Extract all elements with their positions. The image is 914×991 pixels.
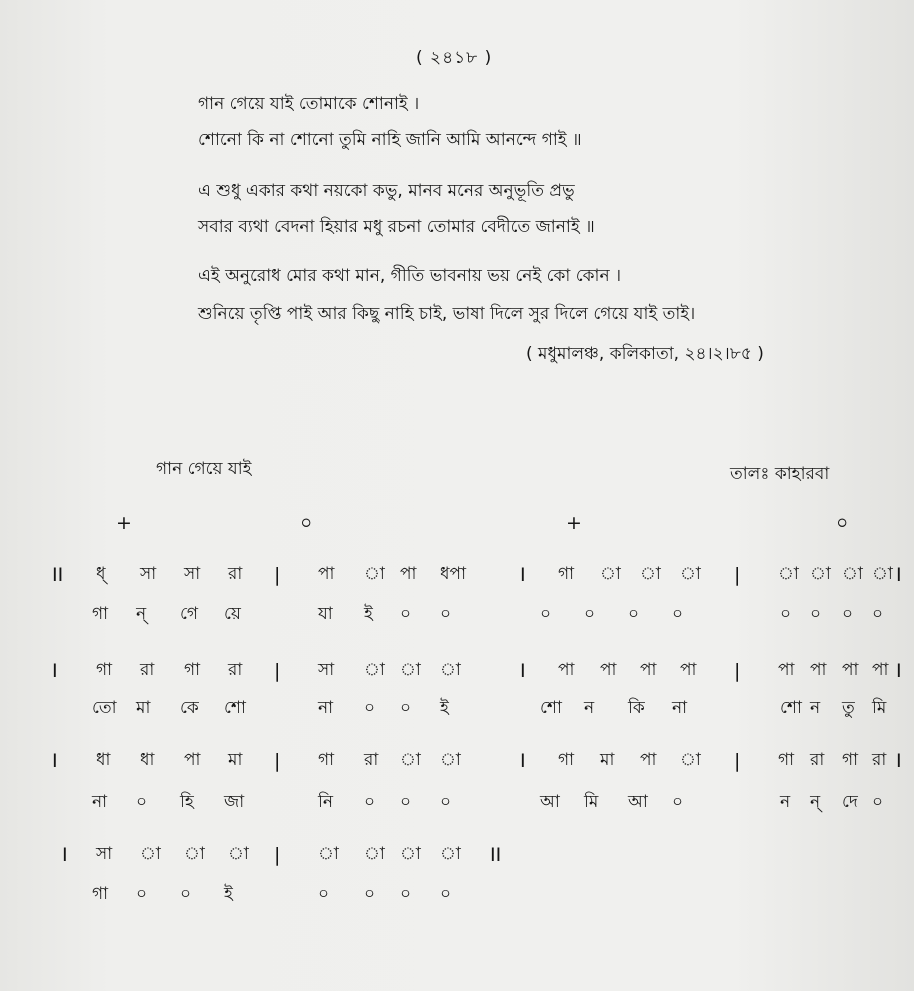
swar-note: া: [778, 564, 799, 584]
bol-syllable: মি: [872, 698, 887, 718]
bol-syllable: ০: [440, 604, 452, 624]
bol-syllable: আ: [628, 792, 648, 812]
bar-line: II: [490, 844, 502, 866]
bol-syllable: ০: [842, 604, 854, 624]
swar-note: গা: [318, 750, 335, 770]
swar-note: া: [400, 750, 421, 770]
swar-note: রা: [228, 660, 243, 680]
swar-note: া: [184, 844, 205, 864]
notation-title: গান গেয়ে যাই: [156, 459, 252, 479]
bol-syllable: গে: [180, 604, 199, 624]
bol-syllable: নি: [318, 792, 334, 812]
swar-note: পা: [640, 750, 657, 770]
bol-syllable: না: [318, 698, 334, 718]
swar-note: ধপা: [440, 564, 466, 584]
bol-syllable: কি: [628, 698, 645, 718]
swar-note: ধা: [96, 750, 111, 770]
beat-marker: +: [566, 512, 582, 534]
bol-syllable: ন: [584, 698, 595, 718]
bol-syllable: ০: [780, 604, 792, 624]
swar-note: পা: [558, 660, 575, 680]
swar-note: গা: [842, 750, 859, 770]
bar-line: I: [896, 564, 902, 586]
bol-syllable: মি: [584, 792, 599, 812]
bar-line: I: [520, 564, 526, 586]
song-number: ( ২৪১৮ ): [416, 48, 493, 68]
swar-note: পা: [810, 660, 827, 680]
bol-syllable: ০: [400, 884, 412, 904]
bol-syllable: য়ে: [224, 604, 241, 624]
bol-syllable: ০: [810, 604, 822, 624]
bar-line: I: [52, 750, 58, 772]
swar-note: া: [140, 844, 161, 864]
swar-note: সা: [140, 564, 157, 584]
swar-note: সা: [96, 844, 113, 864]
bol-syllable: ০: [872, 792, 884, 812]
swar-note: া: [440, 660, 461, 680]
bar-line: I: [52, 660, 58, 682]
swar-note: মা: [228, 750, 243, 770]
bol-syllable: ০: [180, 884, 192, 904]
bol-syllable: ০: [440, 884, 452, 904]
swar-note: সা: [318, 660, 335, 680]
bol-syllable: ০: [364, 792, 376, 812]
bol-syllable: দে: [842, 792, 858, 812]
bol-syllable: হি: [180, 792, 194, 812]
swar-note: া: [640, 564, 661, 584]
swar-note: া: [364, 660, 385, 680]
bar-line: I: [520, 660, 526, 682]
bol-syllable: ই: [440, 698, 449, 718]
bol-syllable: ০: [440, 792, 452, 812]
swar-note: া: [318, 844, 339, 864]
bol-syllable: মা: [136, 698, 151, 718]
swar-note: গা: [558, 750, 575, 770]
beat-marker: +: [116, 512, 132, 534]
bar-line: |: [274, 844, 281, 866]
swar-note: গা: [96, 660, 113, 680]
bar-line: |: [274, 564, 281, 586]
bol-syllable: ন্: [136, 604, 147, 624]
lyric-line-5: এই অনুরোধ মোর কথা মান, গীতি ভাবনায় ভয় নেই কো কোন ।: [198, 266, 622, 286]
swar-note: ধ্: [96, 564, 106, 584]
bol-syllable: ০: [400, 604, 412, 624]
swar-note: া: [680, 750, 701, 770]
swar-note: গা: [778, 750, 795, 770]
bar-line: |: [734, 750, 741, 772]
bol-syllable: ০: [628, 604, 640, 624]
bol-syllable: ০: [400, 698, 412, 718]
bol-syllable: শো: [780, 698, 802, 718]
bol-syllable: ০: [584, 604, 596, 624]
bar-line: I: [896, 660, 902, 682]
swar-note: া: [440, 844, 461, 864]
swar-note: া: [400, 844, 421, 864]
bol-syllable: ০: [540, 604, 552, 624]
bol-syllable: ০: [364, 698, 376, 718]
bar-line: I: [62, 844, 68, 866]
bol-syllable: ন: [780, 792, 791, 812]
bol-syllable: ই: [224, 884, 233, 904]
bol-syllable: কে: [180, 698, 199, 718]
swar-note: রা: [364, 750, 379, 770]
bol-syllable: তু: [842, 698, 855, 718]
swar-note: া: [440, 750, 461, 770]
lyric-line-2: শোনো কি না শোনো তুমি নাহি জানি আমি আনন্দে গাই ॥: [198, 130, 582, 150]
swar-note: গা: [184, 660, 201, 680]
swar-note: া: [872, 564, 893, 584]
bar-line: II: [52, 564, 64, 586]
bol-syllable: শো: [540, 698, 562, 718]
bol-syllable: ন্: [810, 792, 821, 812]
bol-syllable: শো: [224, 698, 246, 718]
bar-line: I: [896, 750, 902, 772]
taal-label: তালঃ কাহারবা: [730, 464, 830, 484]
lyric-line-3: এ শুধু একার কথা নয়কো কভু, মানব মনের অনুভূতি প্রভু: [198, 181, 575, 201]
bol-syllable: গা: [92, 884, 109, 904]
swar-note: া: [228, 844, 249, 864]
bol-syllable: যা: [318, 604, 333, 624]
bol-syllable: ০: [872, 604, 884, 624]
bol-syllable: ০: [318, 884, 330, 904]
bol-syllable: না: [92, 792, 108, 812]
bol-syllable: আ: [540, 792, 560, 812]
swar-note: া: [364, 564, 385, 584]
swar-note: রা: [872, 750, 887, 770]
bar-line: |: [734, 660, 741, 682]
swar-note: া: [364, 844, 385, 864]
bar-line: |: [274, 750, 281, 772]
lyric-line-4: সবার ব্যথা বেদনা হিয়ার মধু রচনা তোমার বেদীতে জানাই ॥: [198, 217, 595, 237]
bol-syllable: গা: [92, 604, 109, 624]
bol-syllable: ন: [810, 698, 821, 718]
bol-syllable: ০: [400, 792, 412, 812]
swar-note: া: [810, 564, 831, 584]
bol-syllable: ০: [136, 884, 148, 904]
beat-marker: ০: [836, 512, 849, 534]
swar-note: া: [680, 564, 701, 584]
bol-syllable: ই: [364, 604, 373, 624]
swar-note: া: [400, 660, 421, 680]
swar-note: ধা: [140, 750, 155, 770]
swar-note: পা: [872, 660, 889, 680]
bol-syllable: ০: [364, 884, 376, 904]
lyric-line-1: গান গেয়ে যাই তোমাকে শোনাই ।: [198, 94, 420, 114]
bol-syllable: না: [672, 698, 688, 718]
swar-note: পা: [400, 564, 417, 584]
bar-line: |: [734, 564, 741, 586]
swar-note: া: [600, 564, 621, 584]
swar-note: গা: [558, 564, 575, 584]
swar-note: মা: [600, 750, 615, 770]
swar-note: রা: [228, 564, 243, 584]
bol-syllable: ০: [136, 792, 148, 812]
bar-line: I: [520, 750, 526, 772]
swar-note: সা: [184, 564, 201, 584]
swar-note: পা: [600, 660, 617, 680]
swar-note: পা: [680, 660, 697, 680]
swar-note: রা: [810, 750, 825, 770]
swar-note: পা: [184, 750, 201, 770]
beat-marker: ০: [300, 512, 313, 534]
swar-note: পা: [640, 660, 657, 680]
swar-note: পা: [318, 564, 335, 584]
swar-note: রা: [140, 660, 155, 680]
bol-syllable: তো: [92, 698, 117, 718]
swar-note: পা: [842, 660, 859, 680]
bol-syllable: জা: [224, 792, 245, 812]
swar-note: পা: [778, 660, 795, 680]
bar-line: |: [274, 660, 281, 682]
lyric-line-6: শুনিয়ে তৃপ্তি পাই আর কিছু নাহি চাই, ভাষা দিলে সুর দিলে গেয়ে যাই তাই।: [198, 304, 696, 324]
bol-syllable: ০: [672, 792, 684, 812]
bol-syllable: ০: [672, 604, 684, 624]
source-citation: ( মধুমালঞ্চ, কলিকাতা, ২৪।২।৮৫ ): [526, 344, 764, 364]
swar-note: া: [842, 564, 863, 584]
